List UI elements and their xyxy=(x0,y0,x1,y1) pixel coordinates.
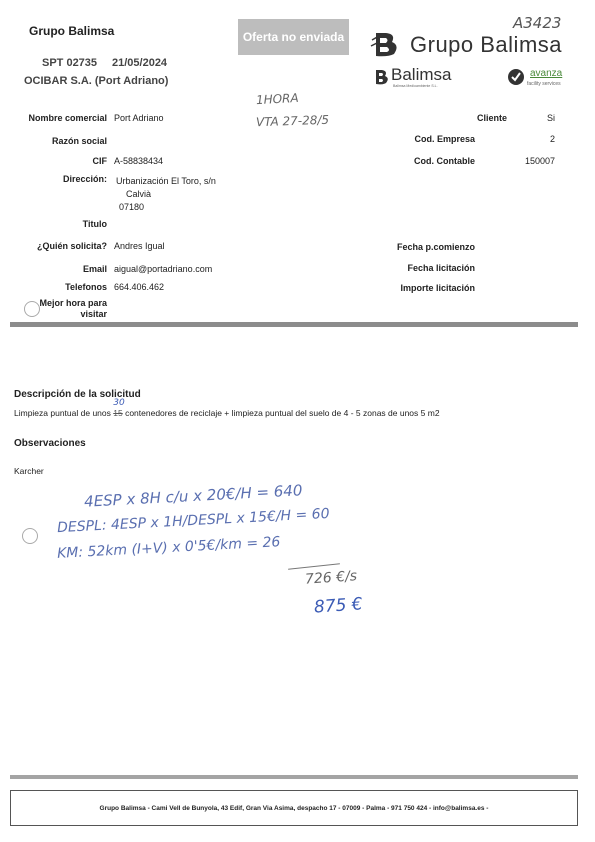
reference-number: SPT 02735 xyxy=(42,57,98,69)
description-text xyxy=(14,398,440,418)
value-nombre-comercial: Port Adriano xyxy=(114,113,164,123)
value-quien-solicita: Andres Igual xyxy=(114,241,165,251)
grupo-balimsa-logo xyxy=(370,30,404,63)
value-direccion-street: Urbanización El Toro, s/n xyxy=(116,176,216,186)
company-name: Grupo Balimsa xyxy=(29,24,115,38)
observations-heading: Observaciones xyxy=(14,438,86,449)
grupo-balimsa-logo-text: Grupo Balimsa xyxy=(410,32,563,57)
handwritten-calc-line-1: 4ESP x 8H c/u x 20€/H = 640 xyxy=(83,481,303,511)
label-mejor-hora: Mejor hora para xyxy=(39,298,107,308)
label-titulo: Titulo xyxy=(82,219,107,229)
label-cod-contable: Cod. Contable xyxy=(414,156,475,166)
description-inserted-number: 30 xyxy=(113,398,125,408)
value-direccion-city: Calvià xyxy=(126,189,152,199)
label-cif: CIF xyxy=(92,156,107,166)
value-cod-contable: 150007 xyxy=(524,156,555,166)
footer-separator xyxy=(10,775,578,779)
label-cliente: Cliente xyxy=(477,113,508,123)
punch-hole-top xyxy=(24,301,40,317)
value-cod-empresa: 2 xyxy=(549,134,555,144)
handwritten-note-hours: 1HORA xyxy=(255,90,299,108)
label-fecha-licitacion: Fecha licitación xyxy=(407,263,475,273)
avanza-logo-icon xyxy=(507,68,525,91)
handwritten-calc-line-2: DESPL: 4ESP x 1H/DESPL x 15€/H = 60 xyxy=(56,505,330,537)
value-email: aigual@portadriano.com xyxy=(114,264,213,274)
label-email: Email xyxy=(82,264,107,274)
section-separator xyxy=(10,322,578,327)
label-razon-social: Razón social xyxy=(51,136,107,146)
client-name: OCIBAR S.A. (Port Adriano) xyxy=(24,75,169,87)
label-nombre-comercial: Nombre comercial xyxy=(28,113,107,123)
status-badge: Oferta no enviada xyxy=(238,19,349,55)
avanza-logo-subtitle: facility services xyxy=(527,81,561,87)
label-fecha-comienzo: Fecha p.comienzo xyxy=(396,242,475,252)
label-importe-licitacion: Importe licitación xyxy=(400,283,475,293)
handwritten-final-price: 875 € xyxy=(313,594,364,618)
request-date: 21/05/2024 xyxy=(112,57,168,69)
observations-text: Karcher xyxy=(14,466,44,476)
balimsa-logo-text: Balimsa xyxy=(391,65,452,84)
description-text-before: Limpieza puntual de unos xyxy=(14,408,114,418)
footer-box xyxy=(10,790,578,826)
handwritten-calc-line-3: KM: 52km (I+V) x 0'5€/km = 26 xyxy=(56,534,281,562)
label-cod-empresa: Cod. Empresa xyxy=(414,134,475,144)
avanza-logo-text: avanza xyxy=(530,68,563,79)
handwritten-subtotal: 726 €/s xyxy=(304,568,358,588)
label-mejor-hora-visitar: visitar xyxy=(80,309,107,319)
value-direccion-postcode: 07180 xyxy=(119,202,145,210)
value-cliente: Si xyxy=(546,113,555,123)
description-heading: Descripción de la solicitud xyxy=(14,389,141,400)
description-text-after: contenedores de reciclaje + limpieza puntual del suelo de 4 - 5 zonas de unos 5 m2 xyxy=(122,408,440,418)
handwritten-code: A3423 xyxy=(513,14,562,32)
description-struck-number: 15 xyxy=(113,408,123,418)
balimsa-b-icon xyxy=(370,30,404,58)
handwritten-note-visit: VTA 27-28/5 xyxy=(255,112,330,130)
label-telefonos: Telefonos xyxy=(65,282,107,292)
balimsa-small-b-icon xyxy=(372,68,392,91)
handwritten-underline xyxy=(288,563,340,569)
value-cif: A-58838434 xyxy=(114,156,164,166)
label-direccion: Dirección: xyxy=(62,174,107,184)
footer-text: Grupo Balimsa - Cami Vell de Bunyola, 43 Edif, Gran Via Asima, despacho 17 - 07009 - Palma - 971 750 424 - info@balimsa.es - xyxy=(99,804,489,812)
value-telefonos: 664.406.462 xyxy=(114,282,165,292)
label-quien-solicita: ¿Quién solicita? xyxy=(36,241,107,251)
balimsa-logo-subtitle: Balimsa Medioambiente S.L. xyxy=(393,84,438,88)
punch-hole-bottom xyxy=(22,528,38,544)
